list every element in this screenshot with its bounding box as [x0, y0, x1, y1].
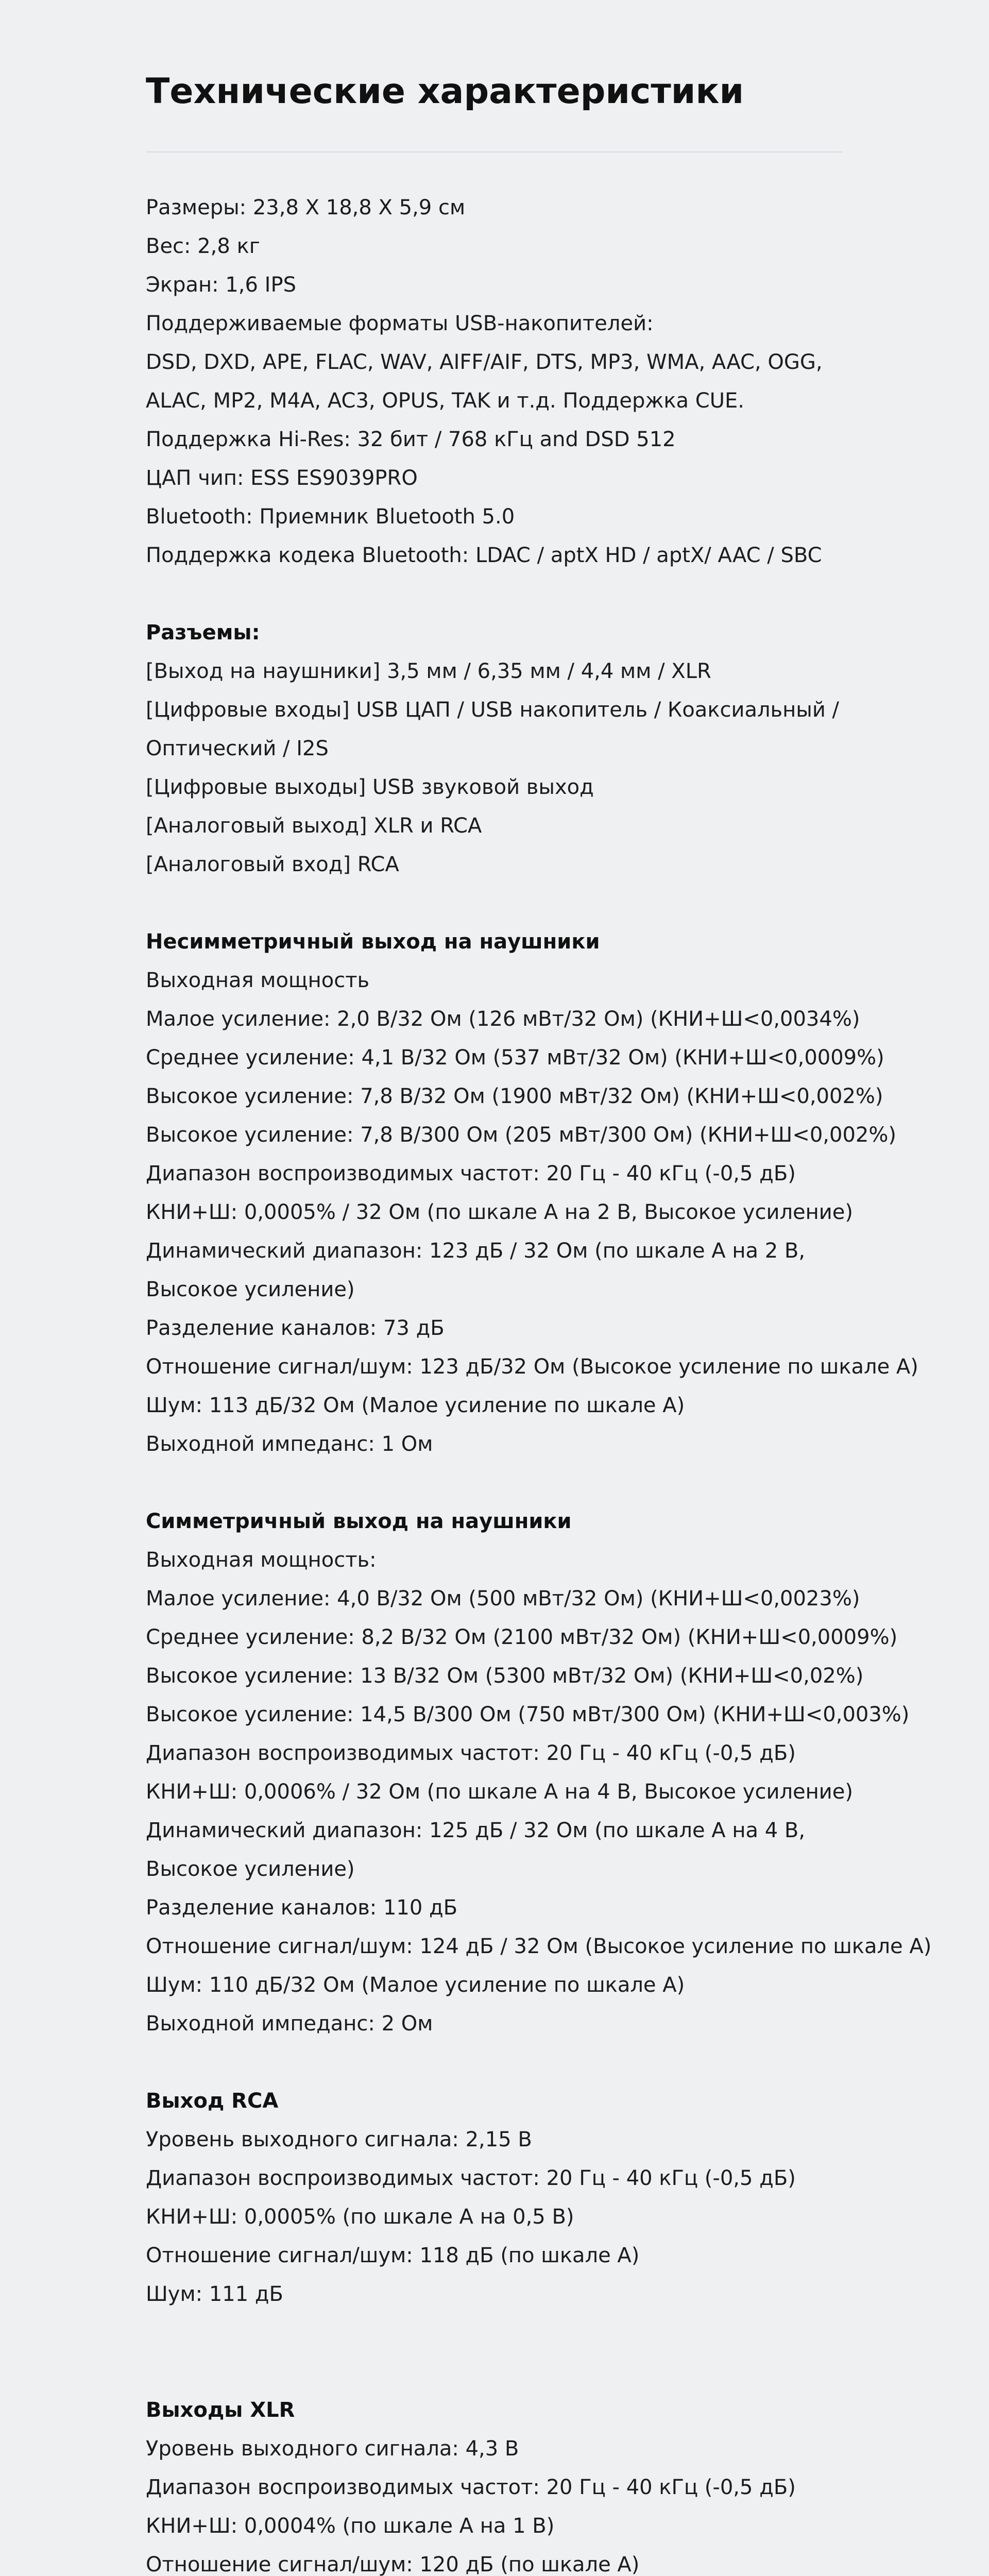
spec-line: Разделение каналов: 73 дБ: [146, 1316, 445, 1340]
spec-line: Шум: 113 дБ/32 Ом (Малое усиление по шкале А): [146, 1394, 685, 1417]
spec-line: Высокое усиление: 13 В/32 Ом (5300 мВт/32 Ом) (КНИ+Ш<0,02%): [146, 1664, 864, 1688]
spec-line: Размеры: 23,8 X 18,8 X 5,9 см: [146, 196, 466, 219]
spec-line: КНИ+Ш: 0,0005% (по шкале А на 0,5 В): [146, 2205, 574, 2229]
xlr-output-section: [146, 2391, 989, 2576]
spec-line: Уровень выходного сигнала: 4,3 В: [146, 2437, 519, 2461]
spec-line: Вес: 2,8 кг: [146, 234, 260, 258]
spec-line: [Выход на наушники] 3,5 мм / 6,35 мм / 4,4 мм / XLR: [146, 659, 711, 683]
spec-line: Разделение каналов: 110 дБ: [146, 1896, 458, 1920]
spec-line: Динамический диапазон: 123 дБ / 32 Ом (по шкале А на 2 В,: [146, 1239, 806, 1263]
spec-line: КНИ+Ш: 0,0006% / 32 Ом (по шкале А на 4 В, Высокое усиление): [146, 1780, 853, 1804]
spec-line: Высокое усиление: 7,8 В/300 Ом (205 мВт/300 Ом) (КНИ+Ш<0,002%): [146, 1123, 896, 1147]
section-heading: Разъемы:: [146, 621, 260, 645]
spec-line: Диапазон воспроизводимых частот: 20 Гц - 40 кГц (-0,5 дБ): [146, 2476, 796, 2499]
rca-output-section: [146, 2082, 989, 2314]
section-heading: Выход RCA: [146, 2089, 279, 2113]
section-gap: [146, 884, 989, 923]
spec-line: Выходной импеданс: 2 Ом: [146, 2012, 433, 2036]
spec-line: Высокое усиление: 14,5 В/300 Ом (750 мВт/300 Ом) (КНИ+Ш<0,003%): [146, 1703, 910, 1726]
section-gap: [146, 1464, 989, 1502]
spec-line: Высокое усиление: 7,8 В/32 Ом (1900 мВт/32 Ом) (КНИ+Ш<0,002%): [146, 1084, 883, 1108]
spec-line: Поддерживаемые форматы USB-накопителей:: [146, 312, 654, 335]
spec-line: Малое усиление: 2,0 В/32 Ом (126 мВт/32 Ом) (КНИ+Ш<0,0034%): [146, 1007, 860, 1031]
spec-line: [Цифровые выходы] USB звуковой выход: [146, 775, 594, 799]
section-gap: [146, 2043, 989, 2082]
spec-line: Высокое усиление): [146, 1857, 355, 1881]
section-gap: [146, 575, 989, 614]
spec-line: Поддержка кодека Bluetooth: LDAC / aptX HD / aptX/ AAC / SBC: [146, 544, 822, 567]
spec-line: Уровень выходного сигнала: 2,15 В: [146, 2128, 532, 2151]
spec-line: КНИ+Ш: 0,0005% / 32 Ом (по шкале А на 2 В, Высокое усиление): [146, 1200, 853, 1224]
spec-line: Поддержка Hi-Res: 32 бит / 768 кГц and DSD 512: [146, 428, 676, 451]
section-gap: [146, 2314, 989, 2391]
spec-line: КНИ+Ш: 0,0004% (по шкале А на 1 В): [146, 2514, 555, 2538]
spec-line: Малое усиление: 4,0 В/32 Ом (500 мВт/32 Ом) (КНИ+Ш<0,0023%): [146, 1587, 860, 1611]
spec-line: Среднее усиление: 4,1 В/32 Ом (537 мВт/32 Ом) (КНИ+Ш<0,0009%): [146, 1046, 884, 1070]
spec-line: Отношение сигнал/шум: 123 дБ/32 Ом (Высокое усиление по шкале А): [146, 1355, 918, 1379]
spec-line: Среднее усиление: 8,2 В/32 Ом (2100 мВт/32 Ом) (КНИ+Ш<0,0009%): [146, 1625, 898, 1649]
spec-line: Отношение сигнал/шум: 118 дБ (по шкале А): [146, 2244, 640, 2267]
spec-line: Диапазон воспроизводимых частот: 20 Гц - 40 кГц (-0,5 дБ): [146, 1162, 796, 1185]
section-heading: Симметричный выход на наушники: [146, 1510, 572, 1533]
connectors-section: [146, 614, 989, 884]
spec-line: Динамический диапазон: 125 дБ / 32 Ом (по шкале А на 4 В,: [146, 1819, 806, 1842]
spec-line: [Цифровые входы] USB ЦАП / USB накопитель / Коаксиальный /: [146, 698, 840, 722]
spec-line: Шум: 110 дБ/32 Ом (Малое усиление по шкале А): [146, 1973, 685, 1997]
spec-line: [Аналоговый выход] XLR и RCA: [146, 814, 482, 838]
spec-line: Диапазон воспроизводимых частот: 20 Гц - 40 кГц (-0,5 дБ): [146, 1741, 796, 1765]
spec-line: ALAC, MP2, M4A, AC3, OPUS, TAK и т.д. Поддержка CUE.: [146, 389, 744, 413]
general-specs: [146, 189, 989, 575]
spec-line: Выходной импеданс: 1 Ом: [146, 1432, 433, 1456]
spec-line: Выходная мощность: [146, 969, 370, 992]
spec-line: Экран: 1,6 IPS: [146, 273, 296, 297]
title-divider: [146, 151, 842, 152]
spec-line: Отношение сигнал/шум: 124 дБ / 32 Ом (Высокое усиление по шкале А): [146, 1935, 932, 1958]
spec-line: Высокое усиление): [146, 1278, 355, 1301]
balanced-output-section: [146, 1502, 989, 2043]
page-title: Технические характеристики: [146, 71, 744, 112]
spec-line: [Аналоговый вход] RCA: [146, 853, 399, 876]
section-heading: Несимметричный выход на наушники: [146, 930, 600, 954]
spec-line: Отношение сигнал/шум: 120 дБ (по шкале А): [146, 2553, 640, 2576]
spec-line: Шум: 111 дБ: [146, 2282, 283, 2306]
spec-line: Диапазон воспроизводимых частот: 20 Гц - 40 кГц (-0,5 дБ): [146, 2166, 796, 2190]
spec-line: Bluetooth: Приемник Bluetooth 5.0: [146, 505, 515, 529]
spec-line: Оптический / I2S: [146, 737, 329, 760]
spec-line: DSD, DXD, APE, FLAC, WAV, AIFF/AIF, DTS, MP3, WMA, AAC, OGG,: [146, 350, 823, 374]
unbalanced-output-section: [146, 923, 989, 1464]
section-heading: Выходы XLR: [146, 2398, 295, 2422]
spec-line: Выходная мощность:: [146, 1548, 377, 1572]
spec-line: ЦАП чип: ESS ES9039PRO: [146, 466, 418, 490]
